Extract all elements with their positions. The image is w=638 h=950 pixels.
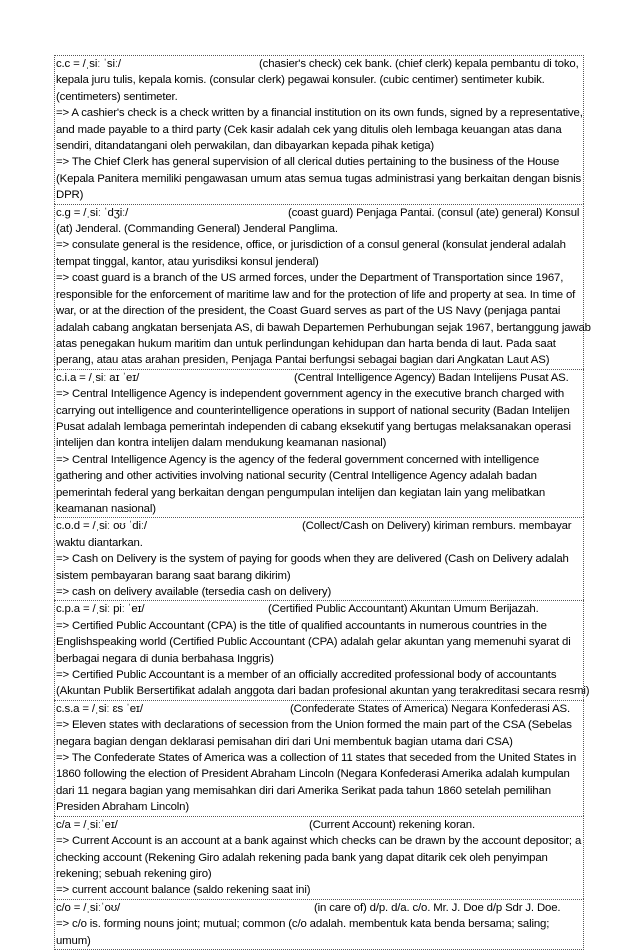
entry-term: c.p.a = /ˌsiː piː ˈeɪ/ [56, 603, 145, 616]
entry-gloss: (Confederate States of America) Negara Konfederasi AS. [290, 702, 570, 715]
dictionary-entry [54, 700, 584, 816]
entry-gloss: (coast guard) Penjaga Pantai. (consul (ate) general) Konsul [288, 206, 580, 219]
entry-text-line: tempat tinggal, kantor, atau yurisdiksi konsul jenderal) [56, 255, 319, 268]
entry-text-line: sistem pembayaran barang saat barang dikirim) [56, 569, 291, 582]
entry-text-line: => coast guard is a branch of the US armed forces, under the Department of Transportation since 1967, [56, 272, 564, 285]
dictionary-page [54, 55, 591, 950]
entry-text-line: kepala juru tulis, kepala komis. (consular clerk) pegawai konsuler. (cubic centimer) sentimeter kubik. [56, 74, 545, 87]
entry-text-line: responsible for the enforcement of maritime law and for the protection of life and property at sea. In time of [56, 288, 576, 301]
entry-term: c.s.a = /ˌsiː ɛs ˈeɪ/ [56, 702, 143, 715]
entry-text-line: => cash on delivery available (tersedia cash on delivery) [56, 586, 332, 598]
entry-text-line: => Central Intelligence Agency is independent government agency in the executive branch charged with [56, 388, 565, 401]
entry-text-line: perang, atau atas arahan presiden, Penjaga Pantai berfungsi sebagai bagian dari Angkatan Laut AS) [56, 354, 550, 367]
entry-text-line: Presiden Abraham Lincoln) [56, 801, 190, 814]
entry-text-line: => A cashier's check is a check written by a financial institution on its own funds, signed by a representative, [56, 107, 583, 120]
entry-text-line: sendiri, ditandatangani oleh perwakilan, dan dibayarkan kepada pihak ketiga) [56, 140, 435, 153]
entry-text-line: (Akuntan Publik Bersertifikat adalah anggota dari badan profesional akuntan yang terakreditasi secara resmi) [56, 685, 590, 698]
entry-text-line: adalah cabang angkatan bersenjata AS, di bawah Departemen Perhubungan sejak 1967, bertanggung jawab [56, 321, 591, 334]
entry-text-line: checking account (Rekening Giro adalah rekening pada bank yang dapat ditarik cek oleh penyimpan [56, 851, 548, 864]
entry-term: c/a = /ˌsiːˈeɪ/ [56, 818, 118, 831]
entry-gloss: (Certified Public Accountant) Akuntan Umum Berijazah. [268, 603, 539, 616]
entry-text-line: and made payable to a third party (Cek kasir adalah cek yang ditulis oleh lembaga keuangan atas dana [56, 123, 562, 136]
entry-text-line: gathering and other activities involving national security (Central Intelligence Agency adalah badan [56, 470, 537, 483]
entry-term: c.o.d = /ˌsiː oʊ ˈdiː/ [56, 520, 147, 533]
entry-headline [56, 701, 582, 717]
entry-gloss: (chasier's check) cek bank. (chief clerk) kepala pembantu di toko, [259, 58, 579, 70]
entry-text-line: negara bagian dengan deklarasi pemisahan diri dari Uni membentuk bagian utama dari CSA) [56, 735, 513, 748]
dictionary-entry [54, 204, 591, 369]
entry-text-line: => Certified Public Accountant is a member of an officially accredited professional body of accountants [56, 669, 557, 682]
entry-term: c/o = /ˌsiːˈoʊ/ [56, 901, 121, 914]
entry-headline [56, 601, 582, 617]
entry-text-line: => Central Intelligence Agency is the agency of the federal government concerned with intelligence [56, 453, 540, 466]
entry-text-line: => The Chief Clerk has general supervision of all clerical duties pertaining to the business of the House [56, 156, 560, 169]
entry-gloss: (Collect/Cash on Delivery) kiriman remburs. membayar [302, 520, 572, 533]
entry-text-line: berbagai negara di dunia berbahasa Inggris) [56, 652, 274, 665]
entry-text-line: => The Confederate States of America was a collection of 11 states that seceded from the United States in [56, 752, 577, 765]
entry-text-line: (centimeters) sentimeter. [56, 90, 178, 103]
entry-text-line: DPR) [56, 189, 84, 202]
entry-text-line: 1860 following the election of President Abraham Lincoln (Negara Konfederasi Amerika adalah kumpulan [56, 768, 570, 781]
entry-text-line: => Certified Public Accountant (CPA) is the title of qualified accountants in numerous countries in the [56, 619, 547, 632]
entry-headline [56, 370, 582, 386]
entry-headline [56, 518, 582, 534]
entry-text-line: waktu diantarkan. [56, 536, 143, 549]
dictionary-entry [54, 600, 590, 699]
entry-gloss: (in care of) d/p. d/a. c/o. Mr. J. Doe d/p Sdr J. Doe. [314, 901, 561, 914]
entry-text-line: keamanan nasional) [56, 502, 156, 515]
entry-text-line: => Cash on Delivery is the system of paying for goods when they are delivered (Cash on Delivery adalah [56, 553, 569, 566]
entry-headline [56, 817, 582, 833]
entry-text-line: (at) Jenderal. (Commanding General) Jenderal Panglima. [56, 223, 338, 236]
entry-text-line: => Current Account is an account at a bank against which checks can be drawn by the account depositor; a [56, 835, 582, 848]
entry-text-line: Englishspeaking world (Certified Public Accountant (CPA) adalah gelar akuntan yang memenuhi syarat di [56, 636, 571, 649]
dictionary-entry [54, 899, 584, 950]
entry-text-line: atas penegakan hukum maritim dan untuk perlindungan kehidupan dan harta benda di laut. Pada saat [56, 337, 556, 350]
entry-term: c.c = /ˌsiː ˈsiː/ [56, 58, 121, 70]
entry-text-line: rekening; sebuah rekening giro) [56, 867, 212, 880]
entry-gloss: (Current Account) rekening koran. [309, 818, 475, 831]
entry-text-line: carrying out intelligence and counterintelligence operations in support of national security (Badan Intelijen [56, 404, 570, 417]
entry-text-line: Pusat adalah lembaga pemerintah independen di cabang eksekutif yang bertugas melaksanakan operasi [56, 420, 571, 433]
dictionary-entry [54, 55, 584, 204]
entry-text-line: pemerintah federal yang berkaitan dengan pengumpulan intelijen dan kegiatan lain yang melibatkan [56, 486, 546, 499]
entry-headline [56, 900, 582, 916]
entry-text-line: war, or at the direction of the president, the Coast Guard serves as part of the US Navy (penjaga pantai [56, 305, 561, 318]
entry-term: c.g = /ˌsiː ˈdʒiː/ [56, 206, 129, 219]
dictionary-entry [54, 816, 584, 899]
entry-text-line: (Kepala Panitera memiliki pengawasan umum atas semua tugas administrasi yang berkaitan dengan bisnis [56, 172, 582, 185]
entry-gloss: (Central Intelligence Agency) Badan Intelijens Pusat AS. [294, 371, 569, 384]
entry-headline [56, 205, 582, 221]
entry-text-line: => c/o is. forming nouns joint; mutual; common (c/o adalah. membentuk kata benda bersama; saling; [56, 918, 550, 931]
entry-text-line: => consulate general is the residence, office, or jurisdiction of a consul general (konsulat jenderal adalah [56, 239, 566, 252]
entry-text-line: umum) [56, 934, 91, 947]
entry-headline [56, 56, 582, 72]
entry-text-line: intelijen dan kontra intelijen dalam mendukung keamanan nasional) [56, 437, 387, 450]
dictionary-entry [54, 369, 584, 518]
dictionary-entry [54, 517, 584, 600]
entry-text-line: => Eleven states with declarations of secession from the Union formed the main part of the CSA (Sebelas [56, 719, 572, 732]
entry-text-line: => current account balance (saldo rekening saat ini) [56, 884, 311, 897]
entry-term: c.i.a = /ˌsiː aɪ ˈeɪ/ [56, 371, 140, 384]
entry-text-line: dari 11 negara bagian yang memisahkan diri dari Amerika Serikat pada tahun 1860 setelah pemilihan [56, 784, 551, 797]
